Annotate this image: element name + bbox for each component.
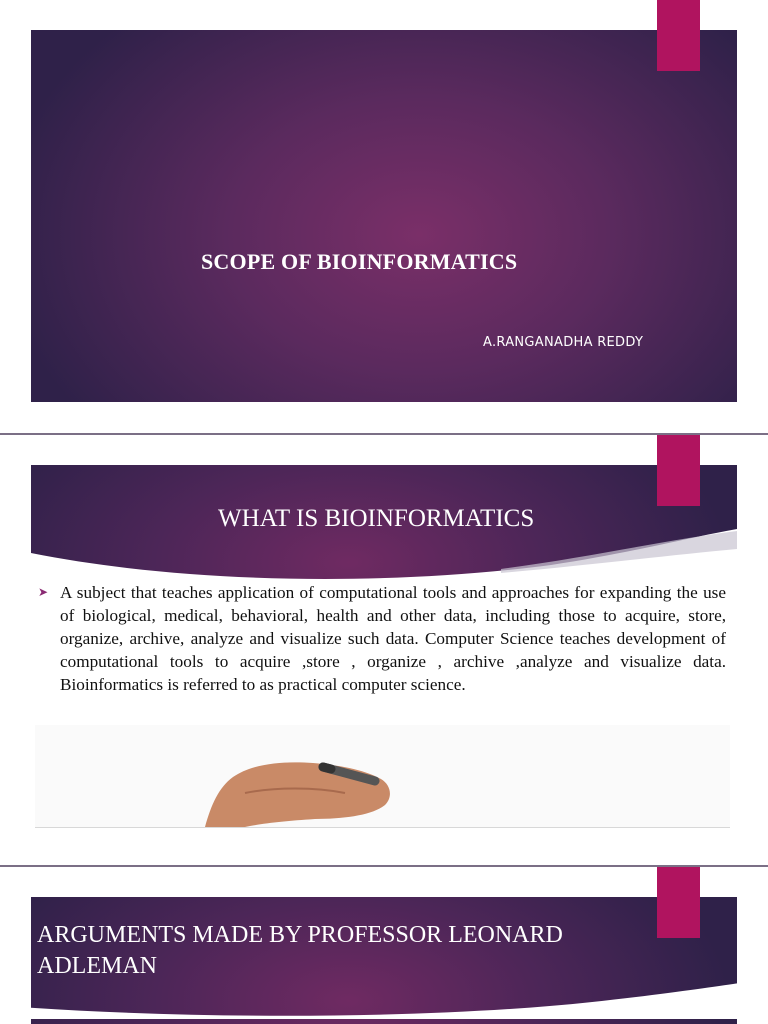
slide-title: ARGUMENTS MADE BY PROFESSOR LEONARD ADLEMAN [37,922,563,979]
accent-tab [657,0,700,71]
bullet-item [38,581,728,696]
title-background [31,30,737,402]
hand-with-marker-icon [205,753,435,827]
slide-3 [0,865,768,1024]
slide-1 [0,0,768,433]
accent-tab [657,867,700,938]
slide-2 [0,433,768,865]
slide-title: WHAT IS BIOINFORMATICS [218,505,535,532]
bullet-text: A subject that teaches application of computational tools and approaches for expanding the use of biological, medical, behavioral, health and other data, including those to acquire, store, organize, archive, analyze and visualize such data. Computer Science teaches development of computational tools to acquire ,store , organize , archive ,analyze and visualize data. Bioinformatics is referred to as practical computer science. [60,583,726,694]
author-name: A.RANGANADHA REDDY [483,335,644,350]
slide-title: SCOPE OF BIOINFORMATICS [201,249,518,274]
accent-tab [657,435,700,506]
video-still [35,725,730,828]
arrow-bullet-icon: ➤ [38,585,49,599]
